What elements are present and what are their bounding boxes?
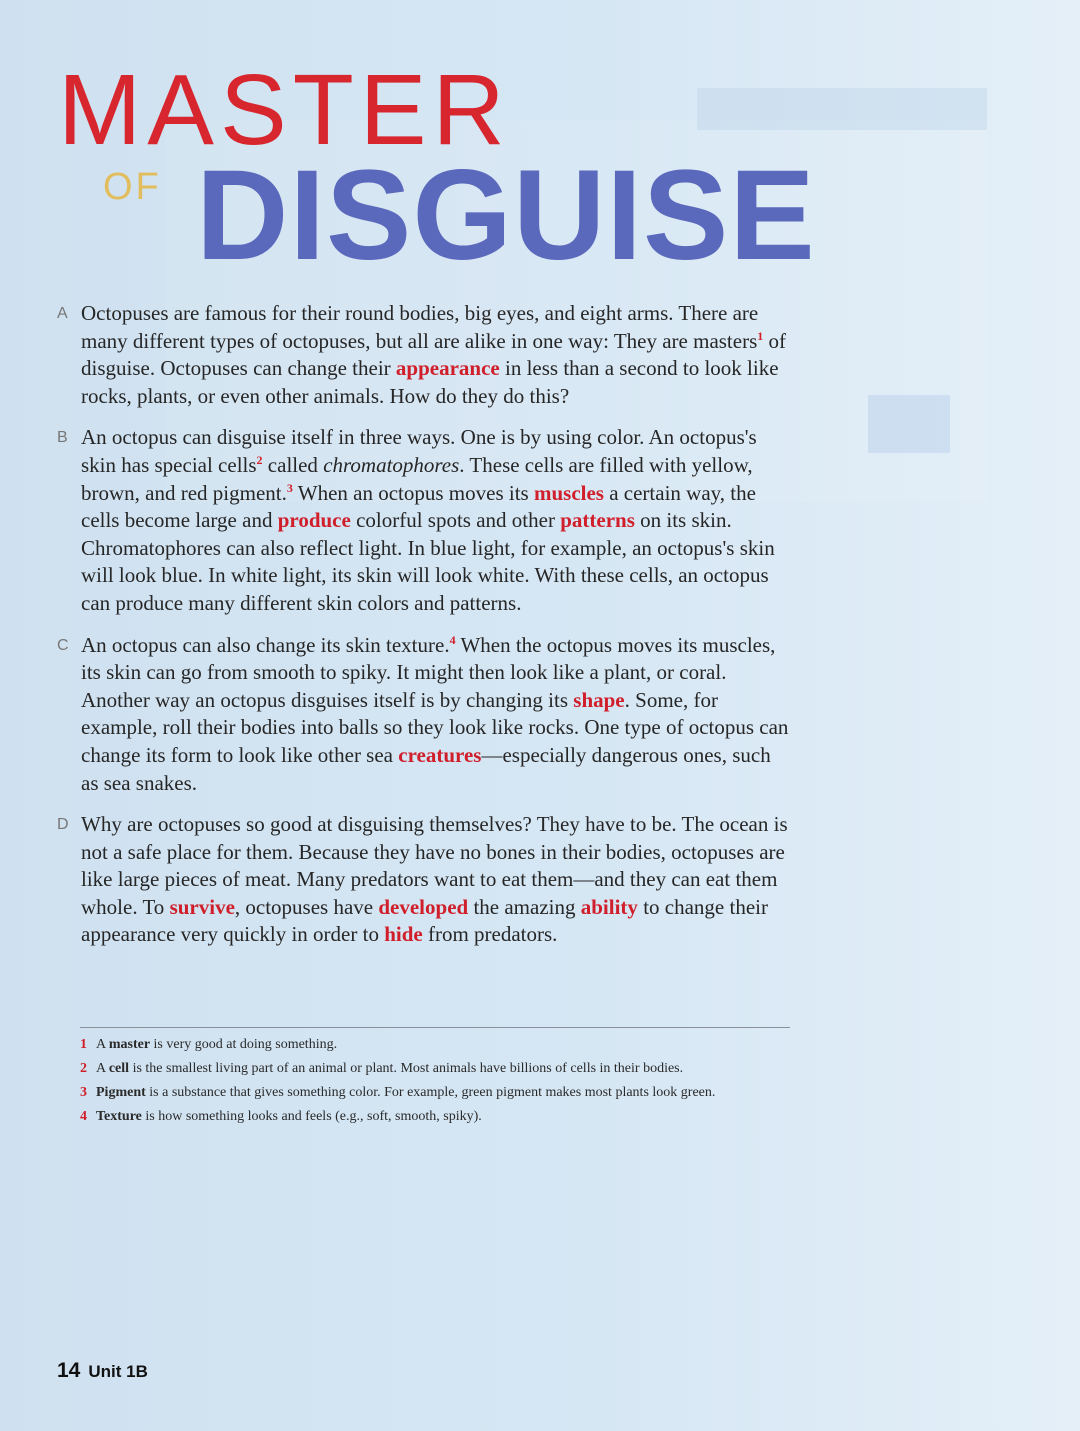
footnote-pre: A — [96, 1061, 109, 1076]
footnote-number: 4 — [80, 1109, 87, 1124]
footnote-ref: 4 — [449, 632, 456, 647]
text-run: . Some, for example, roll their bodies into balls so they look like rocks. One type of octopus can change its form to look like other sea — [81, 687, 789, 767]
footnote-text — [96, 1108, 766, 1126]
paragraph-letter: D — [57, 816, 69, 834]
text-run: When an octopus moves its — [292, 480, 534, 505]
paragraph-text — [81, 632, 789, 798]
text-run: colorful spots and other — [350, 508, 561, 533]
paragraph-c — [0, 632, 800, 798]
paragraph-a — [0, 300, 800, 410]
text-run: Octopuses are famous for their round bodies, big eyes, and eight arms. There are many different types of octopuses, but all are alike in one way: They are masters — [81, 301, 759, 353]
text-run: . These cells are filled with yellow, brown, and red pigment. — [81, 452, 753, 505]
keyword: produce — [277, 508, 351, 533]
keyword: appearance — [395, 356, 500, 381]
footnote-text — [96, 1060, 766, 1078]
footnote-definition: is very good at doing something. — [150, 1037, 338, 1052]
footnote-item — [0, 1036, 800, 1054]
text-run: called — [262, 452, 324, 477]
paragraph-d — [0, 811, 800, 949]
footnote-pre: A — [96, 1037, 109, 1052]
keyword: developed — [378, 894, 469, 919]
footnote-number: 3 — [80, 1085, 87, 1100]
footnote-term: Texture — [96, 1109, 142, 1124]
footnote-term: cell — [108, 1061, 130, 1076]
footnote-text — [96, 1036, 766, 1054]
text-run: the amazing — [468, 894, 581, 919]
text-run: An octopus can disguise itself in three ways. One is by using color. An octopus's skin has special cells — [81, 425, 757, 477]
keyword: patterns — [560, 508, 635, 533]
keyword: muscles — [533, 480, 604, 505]
keyword: ability — [580, 894, 638, 919]
title-disguise: DISGUISE — [196, 144, 816, 287]
keyword: hide — [384, 922, 423, 947]
footnote-term: Pigment — [96, 1085, 146, 1100]
footnote-ref: 1 — [757, 328, 764, 343]
text-run: a certain way, the cells become large and — [81, 480, 756, 533]
paragraph-b — [0, 424, 800, 617]
article-body — [0, 300, 800, 963]
keyword: creatures — [398, 742, 482, 767]
footnote-definition: is the smallest living part of an animal or plant. Most animals have billions of cells in their bodies. — [129, 1061, 684, 1076]
paragraph-text — [81, 811, 789, 949]
paragraph-letter: B — [57, 429, 68, 447]
keyword: shape — [573, 687, 625, 712]
text-run: from predators. — [422, 922, 558, 947]
text-run: When the octopus moves its muscles, its skin can go from smooth to spiky. It might then look like a plant, or coral. Another way an octopus disguises itself is by changing its — [81, 632, 776, 712]
footnotes — [0, 1036, 800, 1132]
page-number: 14 — [57, 1359, 81, 1382]
italic-term: chromatophores — [323, 452, 460, 477]
text-run: of disguise. Octopuses can change their — [81, 328, 787, 381]
paragraph-text — [81, 300, 789, 410]
footnote-ref: 3 — [286, 480, 293, 495]
text-run: in less than a second to look like rocks, plants, or even other animals. How do they do this? — [81, 356, 779, 408]
text-run: , octopuses have — [234, 894, 379, 919]
text-run: to change their appearance very quickly in order to — [81, 894, 768, 947]
keyword: survive — [169, 894, 235, 919]
footnote-ref: 2 — [256, 452, 263, 467]
paragraph-letter: A — [57, 305, 68, 322]
title-of: OF — [103, 166, 162, 208]
footnote-number: 1 — [80, 1037, 87, 1052]
footnote-definition: is how something looks and feels (e.g., soft, smooth, spiky). — [141, 1109, 482, 1124]
text-run: on its skin. Chromatophores can also reflect light. In blue light, for example, an octopus's skin will look blue. In white light, its skin will look white. With these cells, an octopus can produce many different skin colors and patterns. — [81, 508, 775, 615]
footnote-text — [96, 1084, 766, 1102]
background-box — [868, 395, 950, 453]
footnote-item — [0, 1108, 800, 1126]
footnote-item — [0, 1060, 800, 1078]
paragraph-letter: C — [57, 636, 69, 654]
paragraph-text — [81, 424, 789, 617]
unit-label: Unit 1B — [88, 1362, 148, 1381]
footnote-definition: is a substance that gives something color. For example, green pigment makes most plants look green. — [145, 1085, 716, 1100]
footnote-item — [0, 1084, 800, 1102]
text-run: Why are octopuses so good at disguising themselves? They have to be. The ocean is not a safe place for them. Because they have no bones in their bodies, octopuses are like large pieces of meat. Many predators want to eat them—and they can eat them whole. To — [81, 812, 788, 919]
page-title — [0, 0, 1080, 290]
page-footer — [57, 1360, 148, 1381]
text-run: An octopus can also change its skin texture. — [81, 632, 450, 657]
footnote-number: 2 — [80, 1061, 87, 1076]
text-run: —especially dangerous ones, such as sea snakes. — [81, 742, 771, 795]
footnote-term: master — [108, 1037, 151, 1052]
footnote-divider — [80, 1027, 790, 1028]
title-master: MASTER — [58, 54, 511, 166]
